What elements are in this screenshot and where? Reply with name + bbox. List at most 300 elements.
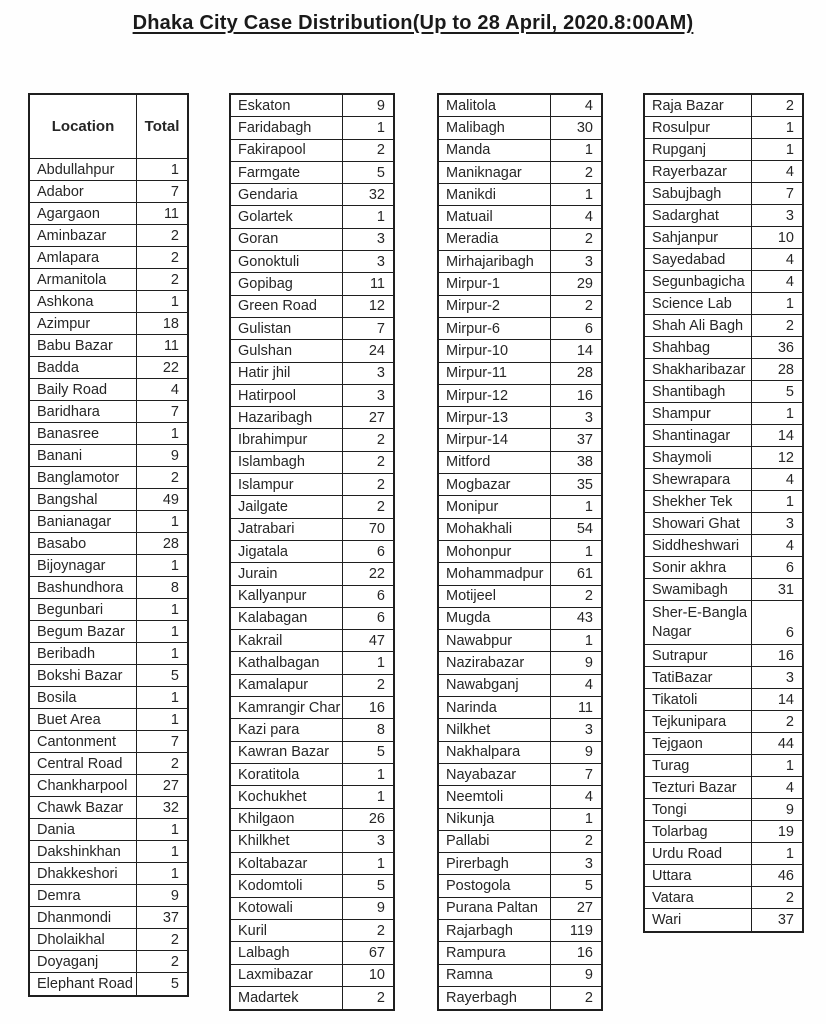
location-cell: Kochukhet — [231, 786, 343, 807]
page-title — [0, 12, 826, 35]
total-cell: 1 — [785, 845, 794, 862]
table-row — [30, 775, 187, 797]
total-cell: 12 — [368, 298, 385, 315]
location-cell: Baily Road — [30, 379, 137, 400]
total-cell: 1 — [785, 141, 794, 158]
table-row — [30, 621, 187, 643]
location-cell: Kawran Bazar — [231, 742, 343, 763]
location-cell: Mirpur-1 — [439, 273, 551, 294]
table-row — [439, 363, 601, 385]
table-row — [231, 184, 393, 206]
total-cell: 1 — [170, 821, 179, 838]
total-cell: 1 — [376, 766, 385, 783]
location-cell: Adabor — [30, 181, 137, 202]
table-row — [231, 563, 393, 585]
total-cell: 2 — [170, 755, 179, 772]
table-row — [439, 652, 601, 674]
location-cell: Postogola — [439, 875, 551, 896]
table-row — [439, 697, 601, 719]
location-cell: Wari — [645, 909, 752, 931]
total-cell: 5 — [170, 976, 179, 992]
location-cell: Kalabagan — [231, 608, 343, 629]
location-cell: Kamrangir Char — [231, 697, 343, 718]
table-row — [231, 608, 393, 630]
total-cell: 16 — [576, 387, 593, 404]
table-row — [30, 533, 187, 555]
total-cell: 1 — [170, 623, 179, 640]
table-row — [30, 467, 187, 489]
table-row — [645, 205, 802, 227]
total-cell: 6 — [785, 625, 794, 641]
table-row — [439, 942, 601, 964]
location-cell: Dania — [30, 819, 137, 840]
total-cell: 9 — [785, 801, 794, 818]
column-header-location: Location — [30, 95, 137, 158]
table-row — [30, 555, 187, 577]
location-cell: Chankharpool — [30, 775, 137, 796]
total-cell: 2 — [170, 227, 179, 244]
location-cell: Dholaikhal — [30, 929, 137, 950]
location-cell: Science Lab — [645, 293, 752, 314]
total-cell: 35 — [576, 476, 593, 493]
total-cell: 5 — [376, 744, 385, 761]
table-rows — [645, 95, 802, 931]
location-cell: Gonoktuli — [231, 251, 343, 272]
location-cell: Nakhalpara — [439, 742, 551, 763]
location-cell: Manda — [439, 140, 551, 161]
table-row — [439, 630, 601, 652]
location-cell: Babu Bazar — [30, 335, 137, 356]
table-row — [645, 865, 802, 887]
location-cell: Mirpur-10 — [439, 340, 551, 361]
location-cell: Bashundhora — [30, 577, 137, 598]
location-cell: Mirpur-6 — [439, 318, 551, 339]
table-row — [231, 251, 393, 273]
table-row — [645, 117, 802, 139]
location-cell: Nikunja — [439, 809, 551, 830]
total-cell: 5 — [170, 667, 179, 684]
table-row — [231, 452, 393, 474]
table-row — [231, 586, 393, 608]
table-row — [645, 557, 802, 579]
table-row — [439, 452, 601, 474]
page-title-text: Dhaka City Case Distribution(Up to 28 April, 2020.8:00AM) — [132, 12, 694, 34]
location-cell: Tolarbag — [645, 821, 752, 842]
total-cell: 1 — [376, 655, 385, 672]
table-row — [231, 95, 393, 117]
location-cell: Gendaria — [231, 184, 343, 205]
total-cell: 14 — [576, 342, 593, 359]
table-row — [231, 206, 393, 228]
table-row — [231, 496, 393, 518]
location-cell: Malitola — [439, 95, 551, 116]
total-cell: 9 — [584, 967, 593, 984]
total-cell: 37 — [576, 432, 593, 449]
total-cell: 54 — [576, 521, 593, 538]
table-row — [231, 273, 393, 295]
table-row — [30, 951, 187, 973]
total-cell: 3 — [584, 409, 593, 426]
location-cell: Jurain — [231, 563, 343, 584]
total-cell: 6 — [376, 543, 385, 560]
table-row — [231, 875, 393, 897]
total-cell: 1 — [584, 142, 593, 159]
location-cell: Bijoynagar — [30, 555, 137, 576]
table-row — [30, 643, 187, 665]
table-row — [439, 184, 601, 206]
location-cell: Showari Ghat — [645, 513, 752, 534]
table-row — [645, 513, 802, 535]
total-cell: 46 — [777, 867, 794, 884]
total-cell: 1 — [584, 811, 593, 828]
total-cell: 3 — [376, 231, 385, 248]
table-row — [645, 359, 802, 381]
location-cell: Rayerbazar — [645, 161, 752, 182]
case-table-2 — [229, 93, 395, 1011]
table-row — [439, 229, 601, 251]
table-row — [645, 249, 802, 271]
total-cell: 27 — [162, 777, 179, 794]
total-cell: 119 — [569, 922, 593, 939]
location-cell: Koratitola — [231, 764, 343, 785]
table-row — [30, 291, 187, 313]
total-cell: 38 — [576, 454, 593, 471]
table-row — [30, 687, 187, 709]
total-cell: 1 — [376, 119, 385, 136]
table-row — [439, 675, 601, 697]
total-cell: 2 — [170, 271, 179, 288]
location-cell: Tezturi Bazar — [645, 777, 752, 798]
location-cell: Banasree — [30, 423, 137, 444]
location-cell: Pirerbagh — [439, 853, 551, 874]
table-row — [645, 469, 802, 491]
location-cell: Shampur — [645, 403, 752, 424]
location-cell: Gulshan — [231, 340, 343, 361]
total-cell: 4 — [785, 251, 794, 268]
location-cell: Jatrabari — [231, 519, 343, 540]
table-row — [645, 447, 802, 469]
location-cell: Tejkunipara — [645, 711, 752, 732]
total-cell: 7 — [376, 320, 385, 337]
table-row — [645, 821, 802, 843]
table-row — [439, 608, 601, 630]
location-cell: Faridabagh — [231, 117, 343, 138]
table-row — [30, 313, 187, 335]
location-cell: Rajarbagh — [439, 920, 551, 941]
location-cell: Shewrapara — [645, 469, 752, 490]
total-cell: 16 — [576, 944, 593, 961]
total-cell: 1 — [170, 425, 179, 442]
location-cell: Begunbari — [30, 599, 137, 620]
location-cell: Mohammadpur — [439, 563, 551, 584]
location-cell: Kotowali — [231, 898, 343, 919]
total-cell: 2 — [584, 833, 593, 850]
total-cell: 36 — [777, 339, 794, 356]
table-row — [645, 667, 802, 689]
total-cell: 2 — [376, 454, 385, 471]
total-cell: 2 — [584, 231, 593, 248]
table-row — [439, 407, 601, 429]
location-cell: Shekher Tek — [645, 491, 752, 512]
location-cell: Kuril — [231, 920, 343, 941]
table-row — [439, 296, 601, 318]
location-cell: Jailgate — [231, 496, 343, 517]
table-rows — [231, 95, 393, 1009]
table-row — [30, 753, 187, 775]
table-row — [439, 251, 601, 273]
location-cell: Demra — [30, 885, 137, 906]
location-cell: Banianagar — [30, 511, 137, 532]
total-cell: 7 — [170, 183, 179, 200]
total-cell: 2 — [785, 317, 794, 334]
location-cell: Beribadh — [30, 643, 137, 664]
table-row — [439, 117, 601, 139]
location-cell: Ibrahimpur — [231, 429, 343, 450]
location-cell: Malibagh — [439, 117, 551, 138]
table-row — [439, 764, 601, 786]
table-row — [231, 229, 393, 251]
table-row — [645, 755, 802, 777]
table-row — [645, 337, 802, 359]
total-cell: 4 — [584, 677, 593, 694]
location-cell: Kamalapur — [231, 675, 343, 696]
location-cell: Sahjanpur — [645, 227, 752, 248]
table-row — [231, 519, 393, 541]
location-cell: Ashkona — [30, 291, 137, 312]
table-row — [231, 652, 393, 674]
table-row — [30, 335, 187, 357]
table-row — [30, 203, 187, 225]
total-cell: 11 — [163, 205, 179, 222]
total-cell: 5 — [376, 878, 385, 895]
total-cell: 2 — [170, 249, 179, 266]
table-row — [645, 183, 802, 205]
total-cell: 14 — [777, 691, 794, 708]
location-cell: Sabujbagh — [645, 183, 752, 204]
location-cell: Ramna — [439, 965, 551, 986]
total-cell: 3 — [584, 253, 593, 270]
location-cell: Chawk Bazar — [30, 797, 137, 818]
table-row — [439, 987, 601, 1009]
total-cell: 18 — [162, 315, 179, 332]
table-row — [231, 987, 393, 1009]
total-cell: 10 — [777, 229, 794, 246]
location-cell: Tongi — [645, 799, 752, 820]
total-cell: 19 — [777, 823, 794, 840]
location-cell: Shakharibazar — [645, 359, 752, 380]
total-cell: 3 — [376, 833, 385, 850]
table-row — [439, 519, 601, 541]
total-cell: 29 — [576, 276, 593, 293]
total-cell: 9 — [584, 655, 593, 672]
location-cell: Sher-E-Bangla Nagar — [645, 601, 752, 644]
location-cell: Hatir jhil — [231, 363, 343, 384]
total-cell: 61 — [576, 565, 593, 582]
location-cell: Bosila — [30, 687, 137, 708]
location-cell: Sadarghat — [645, 205, 752, 226]
location-cell: Banani — [30, 445, 137, 466]
table-row — [30, 577, 187, 599]
table-row — [231, 853, 393, 875]
total-cell: 9 — [584, 744, 593, 761]
total-cell: 2 — [170, 469, 179, 486]
location-cell: Mirpur-14 — [439, 429, 551, 450]
table-row — [439, 920, 601, 942]
table-row — [439, 429, 601, 451]
location-cell: Doyaganj — [30, 951, 137, 972]
location-cell: Bangshal — [30, 489, 137, 510]
table-row — [645, 227, 802, 249]
table-row — [231, 920, 393, 942]
location-cell: Siddheshwari — [645, 535, 752, 556]
total-cell: 2 — [170, 931, 179, 948]
table-row — [231, 117, 393, 139]
total-cell: 5 — [376, 164, 385, 181]
table-row — [645, 95, 802, 117]
table-row — [439, 162, 601, 184]
total-cell: 1 — [170, 513, 179, 530]
table-row — [645, 381, 802, 403]
location-cell: Baridhara — [30, 401, 137, 422]
table-header-row — [30, 95, 187, 159]
location-cell: Mohakhali — [439, 519, 551, 540]
table-row — [231, 786, 393, 808]
total-cell: 24 — [368, 342, 385, 359]
total-cell: 1 — [785, 405, 794, 422]
total-cell: 2 — [376, 432, 385, 449]
table-rows — [439, 95, 601, 1009]
location-cell: Mugda — [439, 608, 551, 629]
total-cell: 1 — [584, 543, 593, 560]
total-cell: 8 — [170, 579, 179, 596]
total-cell: 11 — [369, 276, 385, 293]
total-cell: 3 — [785, 207, 794, 224]
location-cell: Hatirpool — [231, 385, 343, 406]
location-cell: Meradia — [439, 229, 551, 250]
total-cell: 7 — [785, 185, 794, 202]
location-cell: Nayabazar — [439, 764, 551, 785]
table-row — [30, 863, 187, 885]
location-cell: Mirpur-12 — [439, 385, 551, 406]
table-row — [439, 809, 601, 831]
table-row — [645, 579, 802, 601]
table-row — [30, 379, 187, 401]
location-cell: Banglamotor — [30, 467, 137, 488]
table-row — [645, 689, 802, 711]
total-cell: 3 — [376, 387, 385, 404]
total-cell: 7 — [170, 733, 179, 750]
total-cell: 28 — [777, 361, 794, 378]
location-cell: Uttara — [645, 865, 752, 886]
location-cell: Shaymoli — [645, 447, 752, 468]
table-row — [30, 357, 187, 379]
table-row — [439, 385, 601, 407]
table-row — [30, 489, 187, 511]
total-cell: 3 — [785, 515, 794, 532]
table-row — [231, 474, 393, 496]
table-row — [439, 965, 601, 987]
location-cell: Rampura — [439, 942, 551, 963]
location-cell: Hazaribagh — [231, 407, 343, 428]
total-cell: 2 — [376, 990, 385, 1007]
total-cell: 2 — [376, 142, 385, 159]
table-row — [439, 140, 601, 162]
location-cell: Manikdi — [439, 184, 551, 205]
location-cell: Kazi para — [231, 719, 343, 740]
location-cell: Kakrail — [231, 630, 343, 651]
location-cell: Nazirabazar — [439, 652, 551, 673]
total-cell: 27 — [576, 900, 593, 917]
total-cell: 2 — [785, 97, 794, 114]
total-cell: 6 — [584, 320, 593, 337]
table-row — [30, 973, 187, 995]
total-cell: 22 — [368, 565, 385, 582]
table-row — [439, 206, 601, 228]
total-cell: 67 — [368, 944, 385, 961]
location-cell: Vatara — [645, 887, 752, 908]
total-cell: 7 — [584, 766, 593, 783]
table-row — [439, 875, 601, 897]
location-cell: Mirhajaribagh — [439, 251, 551, 272]
total-cell: 3 — [785, 669, 794, 686]
location-cell: Segunbagicha — [645, 271, 752, 292]
location-cell: Farmgate — [231, 162, 343, 183]
column-header-total: Total — [144, 118, 180, 135]
location-cell: Koltabazar — [231, 853, 343, 874]
location-cell: Shahbag — [645, 337, 752, 358]
total-cell: 32 — [162, 799, 179, 816]
location-cell: Khilgaon — [231, 809, 343, 830]
total-cell: 16 — [777, 647, 794, 664]
table-row — [439, 563, 601, 585]
total-cell: 6 — [376, 610, 385, 627]
table-row — [439, 719, 601, 741]
location-cell: TatiBazar — [645, 667, 752, 688]
table-row — [645, 425, 802, 447]
table-row — [645, 645, 802, 667]
location-cell: Purana Paltan — [439, 898, 551, 919]
table-row — [231, 429, 393, 451]
location-cell: Lalbagh — [231, 942, 343, 963]
location-cell: Jigatala — [231, 541, 343, 562]
table-row — [439, 541, 601, 563]
table-row — [30, 269, 187, 291]
table-row — [439, 586, 601, 608]
table-row — [30, 599, 187, 621]
table-row — [231, 385, 393, 407]
table-row — [231, 541, 393, 563]
total-cell: 6 — [376, 588, 385, 605]
location-cell: Mirpur-13 — [439, 407, 551, 428]
table-row — [645, 161, 802, 183]
table-row — [30, 401, 187, 423]
location-cell: Urdu Road — [645, 843, 752, 864]
location-cell: Dhakkeshori — [30, 863, 137, 884]
table-row — [439, 474, 601, 496]
total-cell: 12 — [777, 449, 794, 466]
total-cell: 1 — [170, 711, 179, 728]
location-cell: Rayerbagh — [439, 987, 551, 1009]
case-table-1 — [28, 93, 189, 997]
total-cell: 2 — [584, 164, 593, 181]
location-cell: Amlapara — [30, 247, 137, 268]
total-cell: 1 — [376, 209, 385, 226]
table-row — [231, 363, 393, 385]
total-cell: 6 — [785, 559, 794, 576]
total-cell: 70 — [368, 521, 385, 538]
table-row — [231, 318, 393, 340]
total-cell: 4 — [584, 788, 593, 805]
